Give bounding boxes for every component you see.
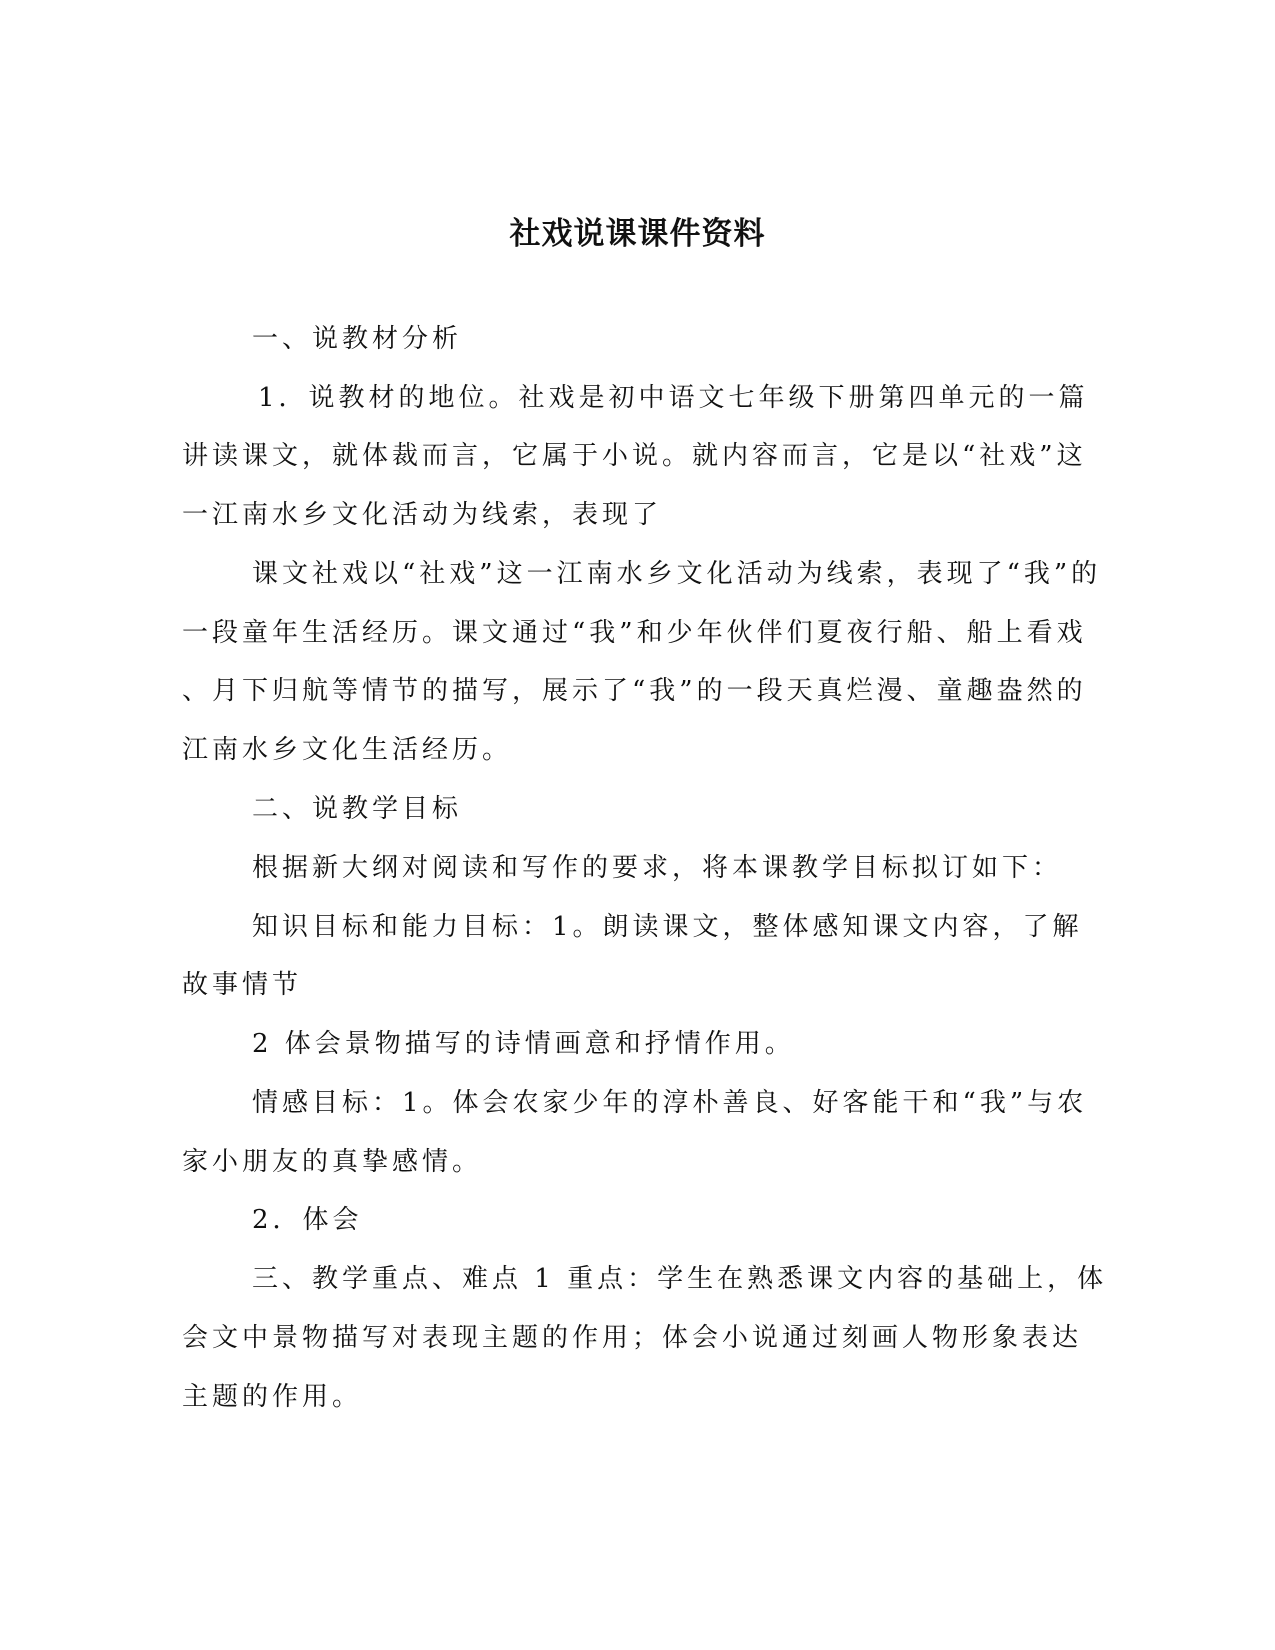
paragraph-line: 根据新大纲对阅读和写作的要求，将本课教学目标拟订如下： [252, 853, 1063, 883]
paragraph-line: 家小朋友的真挚感情。 [182, 1147, 483, 1177]
paragraph-line: 一江南水乡文化活动为线索，表现了 [182, 500, 663, 530]
paragraph-line: 江南水乡文化生活经历。 [182, 735, 513, 765]
paragraph-line: 2 体会景物描写的诗情画意和抒情作用。 [252, 1029, 795, 1059]
section-heading-1: 一、说教材分析 [252, 324, 463, 354]
paragraph-line: 知识目标和能力目标：1。朗读课文，整体感知课文内容，了解 [252, 912, 1083, 942]
paragraph-line: 讲读课文，就体裁而言，它属于小说。就内容而言，它是以“社戏”这 [182, 441, 1087, 471]
paragraph-line: 1．说教材的地位。社戏是初中语文七年级下册第四单元的一篇 [258, 383, 1089, 413]
paragraph-line: 2．体会 [252, 1205, 363, 1235]
paragraph-line: 课文社戏以“社戏”这一江南水乡文化活动为线索，表现了“我”的 [252, 559, 1102, 589]
paragraph-line: 主题的作用。 [182, 1382, 363, 1412]
section-heading-3: 三、教学重点、难点 1 重点：学生在熟悉课文内容的基础上，体 [252, 1264, 1108, 1294]
paragraph-line: 会文中景物描写对表现主题的作用；体会小说通过刻画人物形象表达 [182, 1323, 1083, 1353]
document-title: 社戏说课课件资料 [509, 216, 766, 252]
paragraph-line: 一段童年生活经历。课文通过“我”和少年伙伴们夏夜行船、船上看戏 [182, 618, 1087, 648]
paragraph-line: 故事情节 [182, 970, 303, 1000]
paragraph-line: 情感目标：1。体会农家少年的淳朴善良、好客能干和“我”与农 [252, 1088, 1088, 1118]
paragraph-line: 、月下归航等情节的描写，展示了“我”的一段天真烂漫、童趣盎然的 [182, 676, 1087, 706]
section-heading-2: 二、说教学目标 [252, 794, 463, 824]
